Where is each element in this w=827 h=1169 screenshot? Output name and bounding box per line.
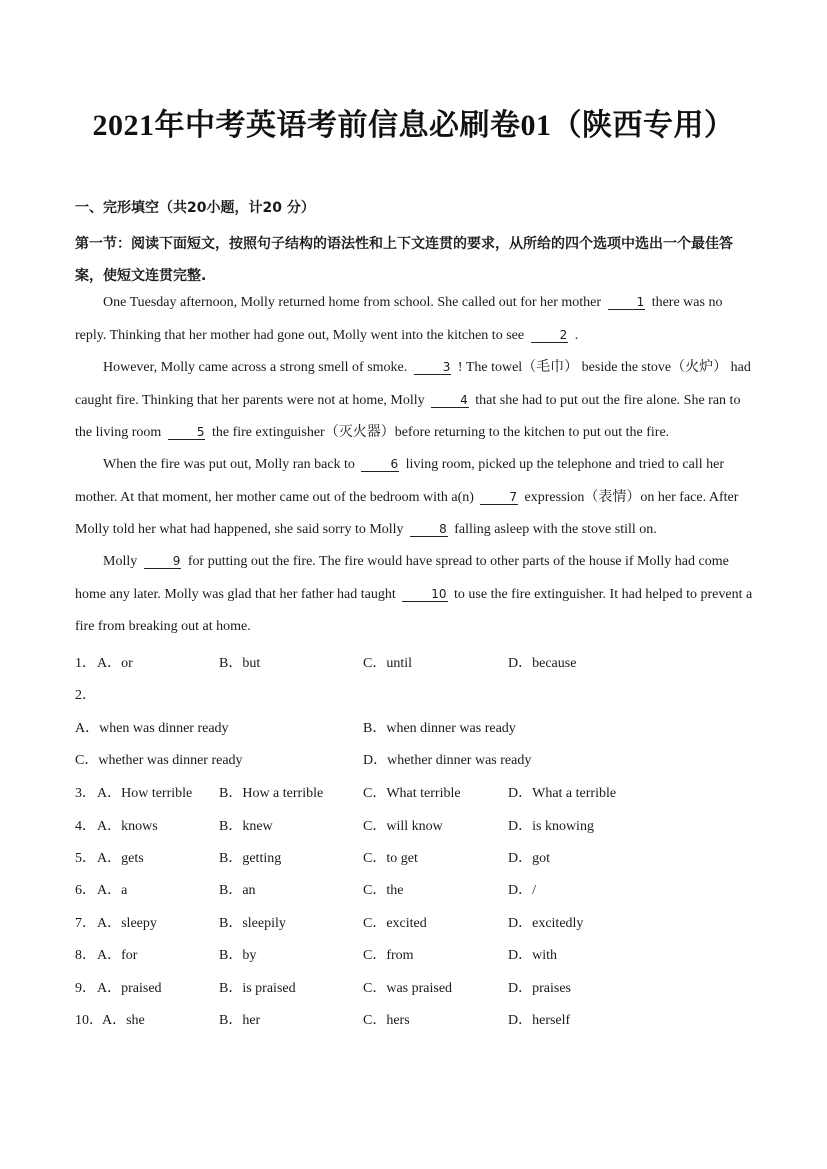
option-d: D．What a terrible [508, 786, 617, 801]
option-a: A．gets [97, 851, 144, 866]
passage-text: for putting out the fire. The fire would have spread to other parts of the house if Molly had come home any later. Molly was glad that her father had taught [75, 554, 729, 602]
passage-paragraph-2 [75, 352, 755, 450]
passage-text: the fire extinguisher（灭火器）before returning to the kitchen to put out the fire. [211, 425, 670, 440]
passage-text: falling asleep with the stove still on. [454, 522, 657, 537]
option-c: C．was praised [363, 981, 453, 996]
question-row [75, 847, 755, 867]
option-a: A．or [97, 656, 133, 671]
option-b: B．an [219, 883, 256, 898]
blank-6: 6 [361, 457, 399, 472]
option-c: C．excited [363, 916, 427, 931]
option-a: A．for [97, 948, 138, 963]
option-d: D．excitedly [508, 916, 584, 931]
passage-paragraph-1 [75, 287, 755, 352]
blank-3: 3 [414, 360, 452, 375]
option-c: C．to get [363, 851, 418, 866]
blank-10: 10 [402, 587, 447, 602]
question-row [75, 782, 755, 802]
page-title: 2021年中考英语考前信息必刷卷01（陕西专用） [92, 109, 735, 142]
blank-1: 1 [608, 295, 646, 310]
passage-paragraph-3 [75, 449, 755, 547]
passage-text: there was no reply. Thinking that her mother had gone out, Molly went into the kitchen to see [75, 295, 723, 343]
option-d: D．/ [508, 883, 536, 898]
question-number: 9． [75, 981, 96, 996]
option-b: B．by [219, 948, 257, 963]
question-number: 5． [75, 851, 96, 866]
passage-text: ! The towel（毛巾） beside the stove（火炉） had caught fire. Thinking that her parents were not at home, Molly [75, 360, 751, 408]
question-row [75, 1009, 755, 1029]
passage-text: Molly [103, 554, 138, 569]
option-b: B．but [219, 656, 261, 671]
blank-4: 4 [431, 393, 469, 408]
option-a: A．praised [97, 981, 162, 996]
question-row [75, 912, 755, 932]
passage-text: that she had to put out the fire alone. She ran to the living room [75, 392, 741, 440]
option-c: C．the [363, 883, 404, 898]
passage-text: to use the fire extinguisher. It had helped to prevent a fire from breaking out at home. [75, 586, 753, 634]
option-a: A．How terrible [97, 786, 193, 801]
option-d: D．is knowing [508, 819, 594, 834]
question-number: 7． [75, 916, 96, 931]
question-number: 2． [75, 688, 96, 703]
option-d: D．because [508, 656, 577, 671]
question-number: 8． [75, 948, 96, 963]
question-number: 4． [75, 819, 96, 834]
option-d: D．praises [508, 981, 571, 996]
passage-text: . [574, 327, 579, 343]
option-a: A．when was dinner ready [75, 721, 229, 736]
question-row [75, 977, 755, 997]
passage-text: However, Molly came across a strong smell of smoke. [103, 360, 408, 375]
question-row-options [75, 717, 755, 737]
option-c: C．whether was dinner ready [75, 753, 243, 768]
option-c: C．What terrible [363, 786, 461, 801]
option-a: A．she [102, 1013, 145, 1028]
passage-text: expression（表情）on her face. After Molly told her what had happened, she said sorry to Molly [75, 489, 739, 537]
option-d: D．got [508, 851, 550, 866]
question-number: 1． [75, 656, 96, 671]
option-b: B．getting [219, 851, 282, 866]
passage-text: living room, picked up the telephone and tried to call her mother. At that moment, her mother came out of the bedroom with a(n) [75, 457, 724, 505]
question-row-options [75, 749, 755, 769]
section-heading: 一、完形填空（共20小题，计20 分） [75, 200, 315, 216]
option-b: B．sleepily [219, 916, 286, 931]
option-a: A．knows [97, 819, 158, 834]
question-number: 3． [75, 786, 96, 801]
option-b: B．knew [219, 819, 273, 834]
question-number: 6． [75, 883, 96, 898]
section-instruction: 第一节：阅读下面短文，按照句子结构的语法性和上下文连贯的要求，从所给的四个选项中选出一个最佳答案，使短文连贯完整. [75, 236, 733, 284]
option-a: A．sleepy [97, 916, 157, 931]
option-d: D．whether dinner was ready [363, 753, 532, 768]
blank-5: 5 [168, 425, 206, 440]
question-row [75, 879, 755, 899]
option-b: B．is praised [219, 981, 296, 996]
option-c: C．from [363, 948, 414, 963]
blank-9: 9 [144, 554, 182, 569]
question-row [75, 944, 755, 964]
passage-paragraph-4 [75, 546, 755, 644]
blank-7: 7 [480, 490, 518, 505]
option-c: C．hers [363, 1013, 410, 1028]
option-b: B．when dinner was ready [363, 721, 516, 736]
passage-text: One Tuesday afternoon, Molly returned home from school. She called out for her mother [103, 295, 602, 310]
passage-text: When the fire was put out, Molly ran back to [103, 457, 355, 472]
option-b: B．How a terrible [219, 786, 324, 801]
blank-8: 8 [410, 522, 448, 537]
option-d: D．herself [508, 1013, 571, 1028]
question-row [75, 684, 755, 704]
question-row [75, 815, 755, 835]
question-number: 10． [75, 1013, 103, 1028]
option-c: C．will know [363, 819, 443, 834]
blank-2: 2 [531, 328, 569, 343]
question-row [75, 652, 755, 672]
option-c: C．until [363, 656, 413, 671]
option-d: D．with [508, 948, 557, 963]
option-a: A．a [97, 883, 128, 898]
option-b: B．her [219, 1013, 261, 1028]
